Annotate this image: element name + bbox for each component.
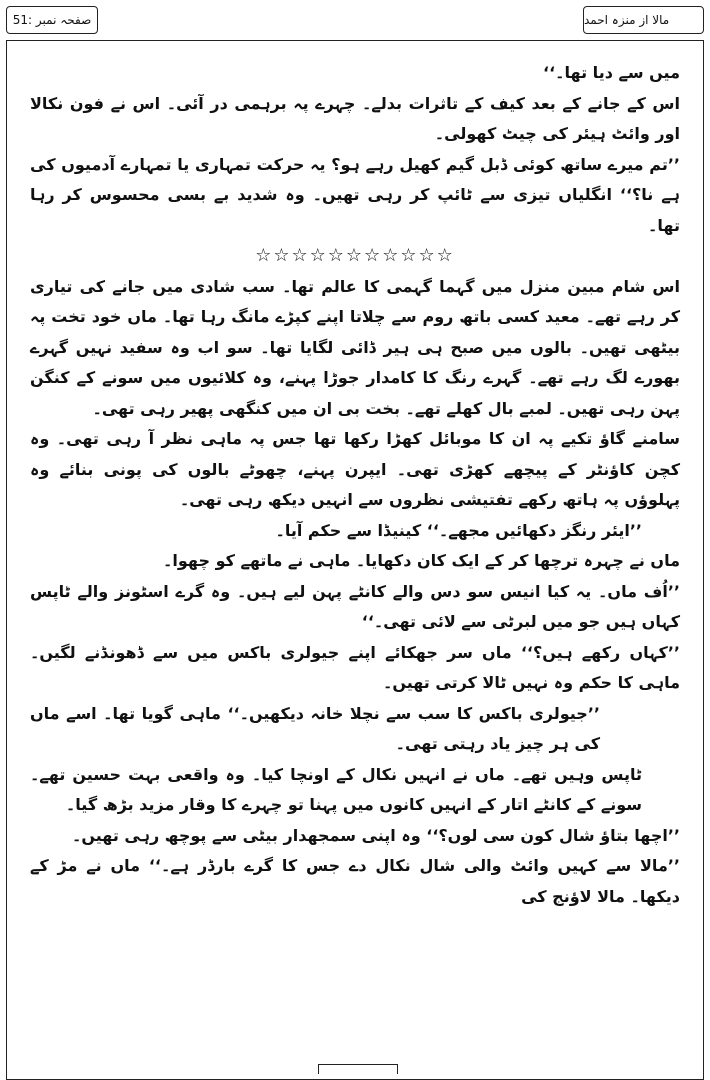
page-number: صفحہ نمبر :51: [12, 13, 92, 27]
paragraph: ’’اُف ماں۔ یہ کیا انیس سو دس والے کانٹے پہن لیے ہیں۔ وہ گرے اسٹونز والے ٹاپس کہاں ہیں جو میں لبرٹی سے لائی تھی۔‘‘: [30, 581, 680, 631]
paragraph: سامنے گاؤ تکیے پہ ان کا موبائل کھڑا رکھا تھا جس پہ ماہی نظر آ رہی تھی۔ وہ کچن کاؤنٹر کے پیچھے کھڑی تھی۔ ایپرن پہنے، چھوٹے بالوں کی پونی بنائے وہ پہلوؤں پہ ہاتھ رکھے تفتیشی نظروں سے انہیں دیکھ رہی تھی۔: [30, 429, 680, 509]
paragraph: ٹاپس وہیں تھے۔ ماں نے انہیں نکال کے اونچا کیا۔ وہ واقعی بہت حسین تھے۔ سونے کے کانٹے اتار کے انہیں کانوں میں پہنا تو چہرے کا وقار مزید بڑھ گیا۔: [30, 764, 642, 814]
paragraph: ’’تم میرے ساتھ کوئی ڈبل گیم کھیل رہے ہو؟ یہ حرکت تمہاری یا تمہارے آدمیوں کی ہے نا؟‘‘ انگلیاں تیزی سے ٹائپ کر رہی تھیں۔ وہ شدید بے بسی محسوس کر رہا تھا۔: [30, 154, 680, 235]
paragraph: ’’مالا سے کہیں وائٹ والی شال نکال دے جس کا گرے بارڈر ہے۔‘‘ ماں نے مڑ کے دیکھا۔ مالا لاؤنج کی: [30, 856, 680, 906]
book-title: مالا از منزہ احمد: [584, 13, 670, 27]
page-number-box: [6, 6, 98, 34]
paragraph: ماں نے چہرہ ترچھا کر کے ایک کان دکھایا۔ ماہی نے ماتھے کو چھوا۔: [163, 551, 680, 570]
footer-tab: [318, 1064, 398, 1074]
paragraph: اس شام مبین منزل میں گہما گہمی کا عالم تھا۔ سب شادی میں جانے کی تیاری کر رہے تھے۔ معید کسی باتھ روم سے چلاتا اپنے کپڑے مانگ رہا تھا۔ ماں خود تخت پہ بیٹھی تھیں۔ بالوں میں صبح ہی ہیر ڈائی لگایا تھا۔ سو اب وہ سفید نہیں گہرے بھورے لگ رہے تھے۔ گہرے رنگ کا کامدار جوڑا پہنے، وہ کلائیوں میں سونے کے کنگن پہن رہی تھیں۔ لمبے بال کھلے تھے۔ بخت بی ان میں کنگھی پھیر رہی تھی۔: [30, 276, 680, 418]
book-title-box: [583, 6, 704, 34]
story-text: [30, 58, 680, 912]
paragraph: ’’ایئر رنگز دکھائیں مجھے۔‘‘ کینیڈا سے حکم آیا۔: [275, 520, 642, 540]
paragraph: میں سے دیا تھا۔‘‘: [543, 63, 680, 82]
paragraph: ’’کہاں رکھے ہیں؟‘‘ ماں سر جھکائے اپنے جیولری باکس میں سے ڈھونڈنے لگیں۔ ماہی کا حکم وہ نہیں ٹالا کرتی تھیں۔: [30, 642, 680, 692]
paragraph: اس کے جانے کے بعد کیف کے تاثرات بدلے۔ چہرے پہ برہمی در آئی۔ اس نے فون نکالا اور وائٹ ہیئر کی چیٹ کھولی۔: [30, 93, 680, 143]
paragraph: ’’اچھا بتاؤ شال کون سی لوں؟‘‘ وہ اپنی سمجھدار بیٹی سے پوچھ رہی تھیں۔: [71, 825, 680, 845]
scene-break-stars: ☆☆☆☆☆☆☆☆☆☆☆: [255, 245, 455, 266]
paragraph: ’’جیولری باکس کا سب سے نچلا خانہ دیکھیں۔‘‘ ماہی گویا تھا۔ اسے ماں کی ہر چیز یاد رہتی تھی۔: [30, 703, 600, 753]
